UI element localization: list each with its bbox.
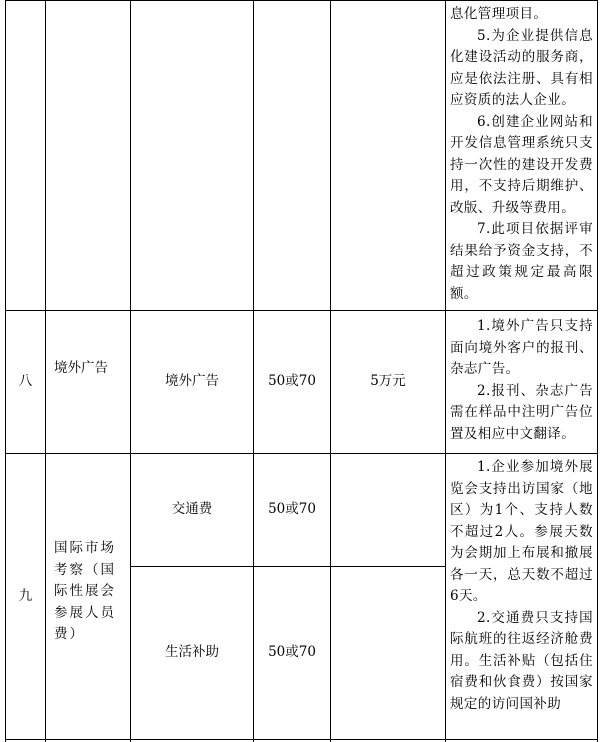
column-divider-5 (445, 0, 446, 742)
requirement-paragraph: 息化管理项目。 (450, 6, 548, 22)
requirement-paragraph: 6.创建企业网站和开发信息管理系统只支持一次性的建设开发费用，不支持后期维护、改版、升级等费用。 (450, 113, 593, 216)
requirement-paragraph: 1.境外广告只支持面向境外客户的报刊、杂志广告。 (450, 318, 593, 377)
item-cell: 境外广告 (165, 373, 219, 390)
requirement-paragraph: 2.报刊、杂志广告需在样品中注明广告位置及相应中文翻译。 (450, 382, 593, 442)
requirement-paragraph: 5.为企业提供信息化建设活动的服务商，应是依法注册、具有相应资质的法人企业。 (450, 27, 593, 108)
table-border-bottom (5, 739, 598, 740)
ratio-cell: 50或70 (268, 373, 316, 390)
requirement-paragraph: 7.此项目依据评审结果给予资金支持，不超过政策规定最高限额。 (450, 221, 593, 302)
requirement-paragraph: 2.交通费只支持国际航班的往返经济舱费用。生活补贴（包括住宿费和伙食费）按国家规定的访问国补助 (450, 609, 593, 712)
row-index: 八 (18, 373, 33, 390)
table-border-right (597, 0, 598, 742)
requirement-paragraph: 1.企业参加境外展览会支持出访国家（地区）为1个、支持人数不超过2人。参展天数为会期加上布展和撤展各一天，总天数不超过6天。 (450, 459, 593, 604)
continued-requirements (450, 4, 593, 305)
item-cell: 交通费 (171, 501, 213, 518)
category-cell: 境外广告 (54, 360, 108, 376)
requirements-cell (450, 316, 593, 445)
ratio-cell: 50或70 (268, 501, 316, 518)
row-divider-top (5, 0, 598, 1)
column-divider-1 (45, 0, 46, 742)
category-cell: 国际市场考察（国际性展会参展人员费） (54, 540, 116, 642)
ratio-cell: 50或70 (268, 644, 316, 661)
row-index: 九 (18, 587, 33, 604)
limit-cell: 5万元 (370, 373, 406, 390)
requirements-cell (450, 457, 593, 715)
item-cell: 生活补助 (165, 644, 219, 661)
